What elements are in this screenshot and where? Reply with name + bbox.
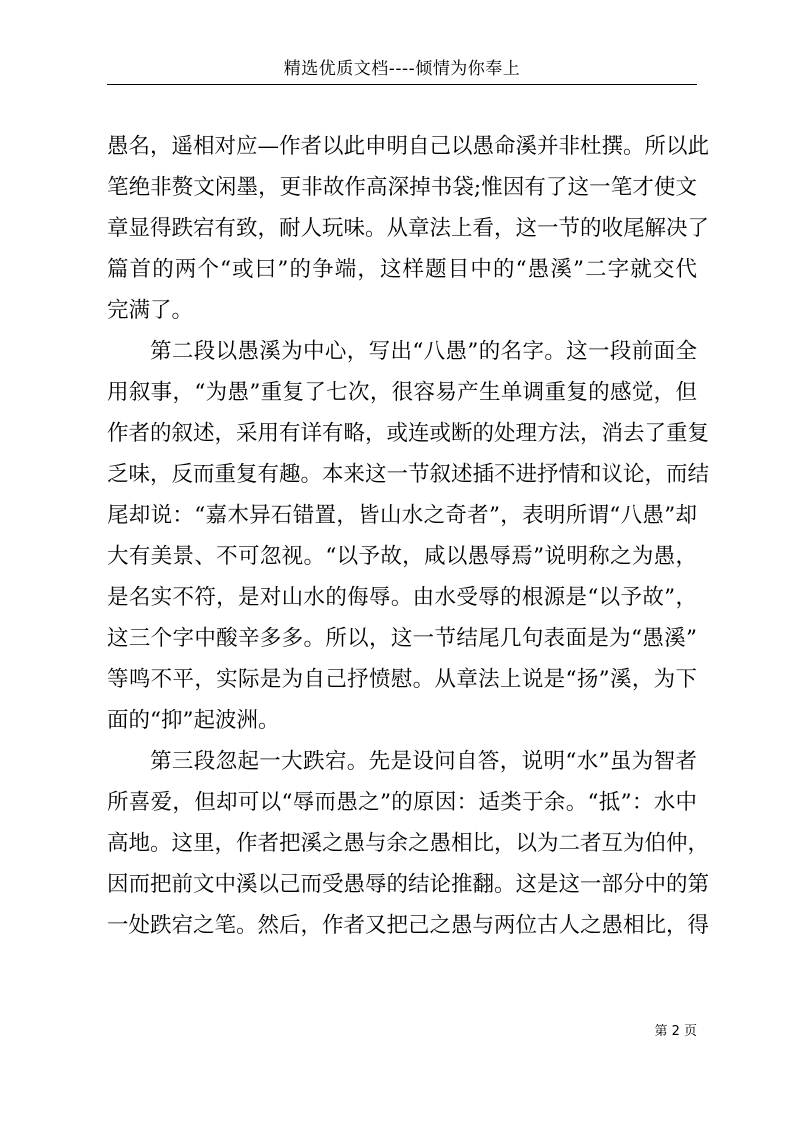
page-number: 第 2 页 [654,1024,697,1039]
text-line: 因而把前文中溪以己而受愚辱的结论推翻。这是这一部分中的第 [107,872,710,897]
text-line: 面的“抑”起波洲。 [107,708,280,733]
text-line: 完满了。 [107,298,194,323]
text-line: 篇首的两个“或曰”的争端，这样题目中的“愚溪”二字就交代 [107,257,697,282]
text-line: 章显得跌宕有致，耐人玩味。从章法上看，这一节的收尾解决了 [107,216,710,241]
text-line: 第二段以愚溪为中心，写出“八愚”的名字。这一段前面全 [150,339,697,364]
text-line: 作者的叙述，采用有详有略，或连或断的处理方法，消去了重复 [107,421,710,446]
text-line: 高地。这里，作者把溪之愚与余之愚相比，以为二者互为伯仲， [107,831,710,856]
text-line: 笔绝非赘文闲墨，更非故作高深掉书袋;惟因有了这一笔才使文 [107,175,697,200]
document-body [107,126,710,946]
text-line: 大有美景、不可忽视。“以予故，咸以愚辱焉”说明称之为愚， [107,544,697,569]
text-line: 用叙事，“为愚”重复了七次，很容易产生单调重复的感觉，但 [107,380,697,405]
text-line: 尾却说：“嘉木异石错置，皆山水之奇者”，表明所谓“八愚”却 [107,503,697,528]
text-line: 愚名，遥相对应—作者以此申明自己以愚命溪并非杜撰。所以此 [107,134,710,159]
page-footer [654,1024,697,1040]
text-line: 第三段忽起一大跌宕。先是设问自答，说明“水”虽为智者 [150,749,697,774]
text-line: 所喜爱，但却可以“辱而愚之”的原因：适类于余。“抵”：水中 [107,790,697,815]
text-line: 是名实不符，是对山水的侮辱。由水受辱的根源是“以予故”， [107,585,697,610]
text-line: 一处跌宕之笔。然后，作者又把己之愚与两位古人之愚相比，得 [107,913,710,938]
text-line: 等鸣不平，实际是为自己抒愤慰。从章法上说是“扬”溪，为下 [107,667,697,692]
text-line: 这三个字中酸辛多多。所以，这一节结尾几句表面是为“愚溪” [107,626,697,651]
page-header [107,56,697,85]
header-title: 精选优质文档----倾情为你奉上 [283,59,521,79]
text-line: 乏味，反而重复有趣。本来这一节叙述插不进抒情和议论，而结 [107,462,710,487]
